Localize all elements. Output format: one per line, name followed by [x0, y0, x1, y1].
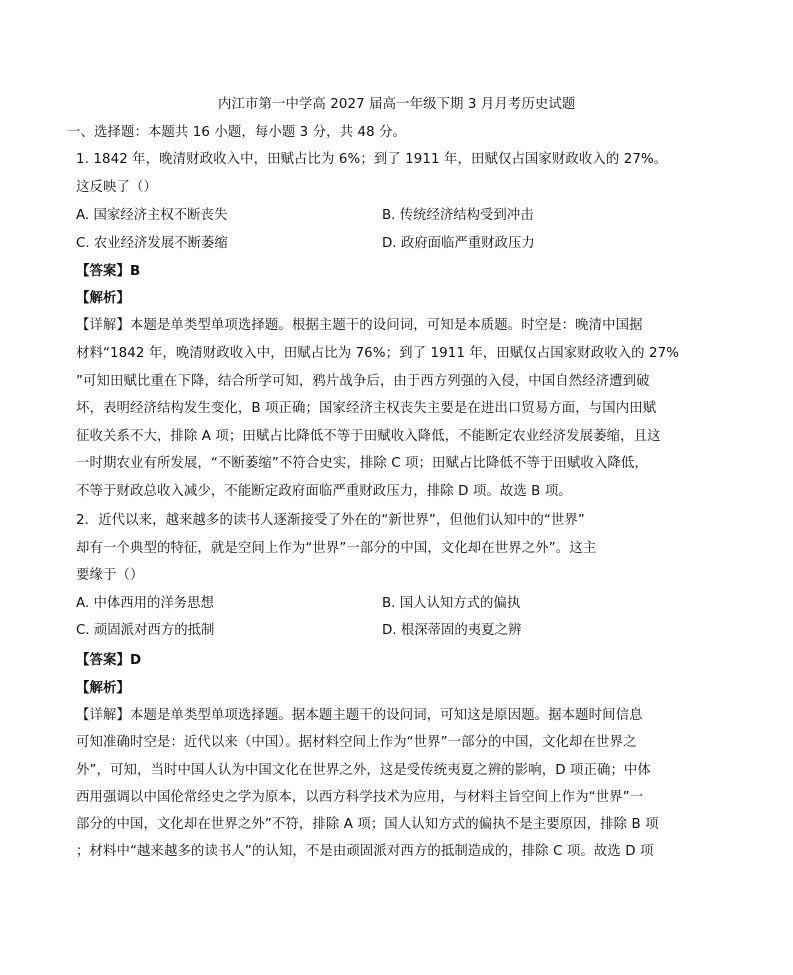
q2-answer: 【答案】D: [76, 653, 142, 668]
q1-stem-line-2: 这反映了（）: [76, 180, 157, 195]
q2-detail-line-5: 部分的中国，文化却在世界之外”不符，排除 A 项；国人认知方式的偏执不是主要原因，排除 B 项: [76, 817, 659, 832]
exam-title: 内江市第一中学高 2027 届高一年级下期 3 月月考历史试题: [218, 97, 576, 112]
q1-detail-line-5: 征收关系不大，排除 A 项；田赋占比降低不等于田赋收入降低，不能断定农业经济发展萎缩，且这: [76, 429, 661, 444]
q1-analysis-label: 【解析】: [76, 291, 130, 306]
q1-detail-line-3: ”可知田赋比重在下降，结合所学可知，鸦片战争后，由于西方列强的入侵，中国自然经济遭到破: [76, 374, 650, 389]
q1-option-a: A. 国家经济主权不断丧失: [76, 208, 228, 223]
q2-detail-line-4: 西用强调以中国伦常经史之学为原本，以西方科学技术为应用，与材料主旨空间上作为“世界”一: [76, 790, 644, 805]
q2-option-c: C. 顽固派对西方的抵制: [76, 623, 215, 638]
q2-detail-line-3: 外”，可知，当时中国人认为中国文化在世界之外，这是受传统夷夏之辨的影响，D 项正确；中体: [76, 763, 651, 778]
q2-option-a: A. 中体西用的洋务思想: [76, 596, 214, 611]
q1-detail-line-6: 一时期农业有所发展，“不断萎缩”不符合史实，排除 C 项；田赋占比降低不等于田赋收入降低，: [76, 456, 648, 471]
q1-option-c: C. 农业经济发展不断萎缩: [76, 236, 228, 251]
q2-detail-line-2: 可知准确时空是：近代以来（中国）。据材料空间上作为“世界”一部分的中国，文化却在世界之: [76, 735, 637, 750]
q1-stem-line-1: 1. 1842 年，晚清财政收入中，田赋占比为 6%；到了 1911 年，田赋仅占国家财政收入的 27%。: [76, 152, 668, 167]
q1-detail-line-7: 不等于财政总收入减少，不能断定政府面临严重财政压力，排除 D 项。故选 B 项。: [76, 484, 572, 499]
q2-stem-line-2: 却有一个典型的特征，就是空间上作为“世界”一部分的中国，文化却在世界之外”。这主: [76, 541, 597, 556]
q2-option-d: D. 根深蒂固的夷夏之辨: [382, 623, 522, 638]
q1-detail-line-1: 【详解】本题是单类型单项选择题。根据主题干的设问词，可知是本质题。时空是：晚清中国据: [76, 318, 643, 333]
q1-detail-line-2: 材料“1842 年，晚清财政收入中，田赋占比为 76%；到了 1911 年，田赋仅占国家财政收入的 27%: [76, 346, 680, 361]
section-heading: 一、选择题：本题共 16 小题，每小题 3 分，共 48 分。: [67, 125, 407, 140]
q2-analysis-label: 【解析】: [76, 681, 130, 696]
q1-option-b: B. 传统经济结构受到冲击: [382, 208, 534, 223]
q2-stem-line-3: 要缘于（）: [76, 568, 144, 583]
q2-stem-line-1: 2．近代以来，越来越多的读书人逐渐接受了外在的“新世界”，但他们认知中的“世界”: [76, 513, 585, 528]
q2-detail-line-1: 【详解】本题是单类型单项选择题。据本题主题干的设问词，可知这是原因题。据本题时间信息: [76, 708, 643, 723]
q1-option-d: D. 政府面临严重财政压力: [382, 236, 535, 251]
q2-detail-line-6: ；材料中“越来越多的读书人”的认知，不是由顽固派对西方的抵制造成的，排除 C 项。故选 D 项: [76, 844, 654, 859]
q2-option-b: B. 国人认知方式的偏执: [382, 596, 521, 611]
q1-detail-line-4: 坏，表明经济结构发生变化，B 项正确；国家经济主权丧失主要是在进出口贸易方面，与国内田赋: [76, 401, 657, 416]
q1-answer: 【答案】B: [76, 264, 141, 279]
